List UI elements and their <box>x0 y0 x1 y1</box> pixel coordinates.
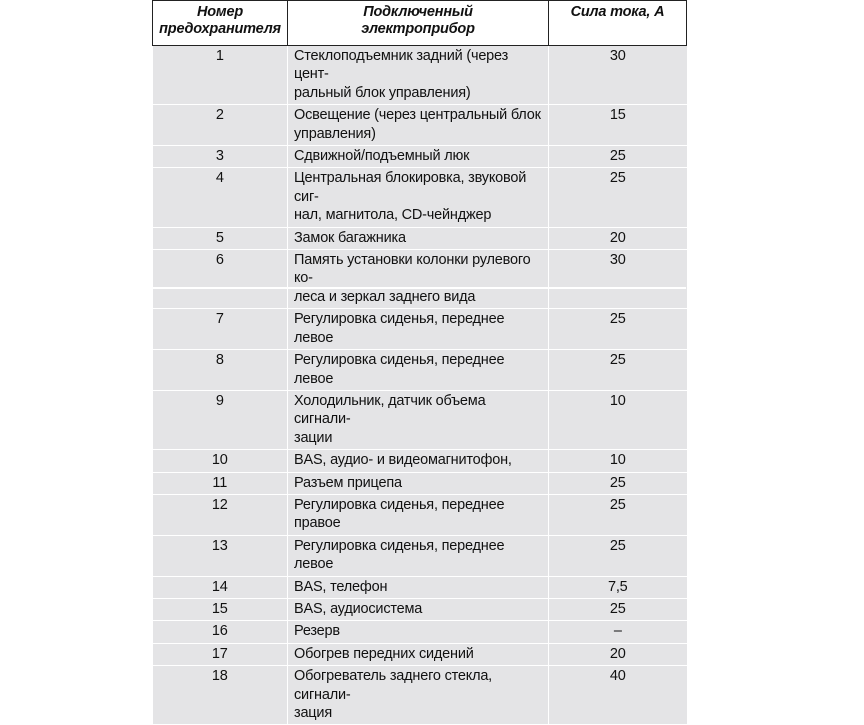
device-text-line: BAS, телефон <box>294 578 388 595</box>
table-row <box>153 227 687 249</box>
device-text-line: BAS, аудио- и видеомагнитофон, <box>294 452 512 469</box>
scan-divider <box>152 287 686 289</box>
device-text-line: Разъем прицепа <box>294 474 402 491</box>
device-text-line: Сдвижной/подъемный люк <box>294 148 470 165</box>
current-rating: 25 <box>549 309 687 350</box>
device-text-line: Регулировка сиденья, переднее левое <box>294 537 505 573</box>
connected-device <box>288 390 549 449</box>
connected-device <box>288 576 549 598</box>
table-row <box>153 390 687 449</box>
fuse-number: 10 <box>153 450 288 472</box>
current-rating: 20 <box>549 643 687 665</box>
table-row <box>153 309 687 350</box>
fuse-number: 15 <box>153 598 288 620</box>
fuse-number: 16 <box>153 621 288 643</box>
table-row <box>153 168 687 227</box>
device-text-line: Обогреватель заднего стекла, сигнали- <box>294 668 493 703</box>
fuse-number: 4 <box>153 168 288 227</box>
connected-device <box>288 450 549 472</box>
current-rating: 25 <box>549 146 687 168</box>
device-text-line: зации <box>294 429 333 446</box>
connected-device <box>288 598 549 620</box>
current-rating: 40 <box>549 666 687 725</box>
current-rating: 25 <box>549 472 687 494</box>
current-rating: 25 <box>549 598 687 620</box>
connected-device <box>288 350 549 391</box>
table-row <box>153 350 687 391</box>
fuse-number: 5 <box>153 227 288 249</box>
table-row <box>153 46 687 105</box>
device-text-line: Память установки колонки рулевого ко- <box>294 252 531 287</box>
header-connected-device: Подключенный электроприбор <box>288 1 549 46</box>
connected-device <box>288 472 549 494</box>
device-text-line: Замок багажника <box>294 229 406 246</box>
connected-device <box>288 494 549 535</box>
current-rating: 25 <box>549 350 687 391</box>
fuse-table-container <box>152 0 686 721</box>
fuse-number: 12 <box>153 494 288 535</box>
current-rating: 30 <box>549 250 687 309</box>
header-fuse-number: Номер предохранителя <box>153 1 288 46</box>
device-text-line: Регулировка сиденья, переднее правое <box>294 496 505 532</box>
device-text-line: Холодильник, датчик объема сигнали- <box>294 392 486 428</box>
fuse-table <box>152 0 687 725</box>
fuse-number: 13 <box>153 535 288 576</box>
device-text-line: Стеклоподъемник задний (через цент- <box>294 48 509 83</box>
connected-device <box>288 168 549 227</box>
device-text-line: нал, магнитола, CD-чейнджер <box>294 207 492 224</box>
device-text-line: Резерв <box>294 623 340 640</box>
header-row <box>153 1 687 46</box>
fuse-number: 11 <box>153 472 288 494</box>
connected-device <box>288 621 549 643</box>
device-text-line: ральный блок управления) <box>294 84 471 101</box>
current-rating: 25 <box>549 535 687 576</box>
connected-device <box>288 46 549 105</box>
device-text-line: Освещение (через центральный блок <box>294 107 541 124</box>
table-row <box>153 535 687 576</box>
fuse-number: 18 <box>153 666 288 725</box>
connected-device <box>288 666 549 725</box>
table-row <box>153 472 687 494</box>
header-current: Сила тока, А <box>549 1 687 46</box>
current-rating: 10 <box>549 450 687 472</box>
current-rating: 30 <box>549 46 687 105</box>
fuse-number: 3 <box>153 146 288 168</box>
table-row <box>153 598 687 620</box>
device-text-line: управления) <box>294 125 376 142</box>
table-row <box>153 105 687 146</box>
current-rating: – <box>549 621 687 643</box>
device-text-line: Обогрев передних сидений <box>294 645 474 662</box>
connected-device <box>288 535 549 576</box>
connected-device <box>288 309 549 350</box>
table-row <box>153 146 687 168</box>
device-text-line: леса и зеркал заднего вида <box>294 288 476 305</box>
device-text-line: BAS, аудиосистема <box>294 600 423 617</box>
connected-device <box>288 643 549 665</box>
fuse-number: 6 <box>153 250 288 309</box>
device-text-line: Регулировка сиденья, переднее левое <box>294 352 505 387</box>
table-row <box>153 666 687 725</box>
device-text-line: Регулировка сиденья, переднее левое <box>294 311 505 346</box>
connected-device <box>288 250 549 309</box>
fuse-number: 7 <box>153 309 288 350</box>
current-rating: 20 <box>549 227 687 249</box>
current-rating: 7,5 <box>549 576 687 598</box>
current-rating: 25 <box>549 168 687 227</box>
connected-device <box>288 105 549 146</box>
table-row <box>153 621 687 643</box>
connected-device <box>288 146 549 168</box>
table-row <box>153 494 687 535</box>
table-row <box>153 250 687 309</box>
fuse-number: 1 <box>153 46 288 105</box>
device-text-line: зация <box>294 705 332 721</box>
table-row <box>153 450 687 472</box>
current-rating: 15 <box>549 105 687 146</box>
fuse-number: 2 <box>153 105 288 146</box>
fuse-number: 17 <box>153 643 288 665</box>
current-rating: 25 <box>549 494 687 535</box>
fuse-table-body <box>153 46 687 725</box>
fuse-number: 14 <box>153 576 288 598</box>
table-row <box>153 643 687 665</box>
fuse-number: 9 <box>153 390 288 449</box>
current-rating: 10 <box>549 390 687 449</box>
device-text-line: Центральная блокировка, звуковой сиг- <box>294 170 527 205</box>
fuse-number: 8 <box>153 350 288 391</box>
table-row <box>153 576 687 598</box>
connected-device <box>288 227 549 249</box>
